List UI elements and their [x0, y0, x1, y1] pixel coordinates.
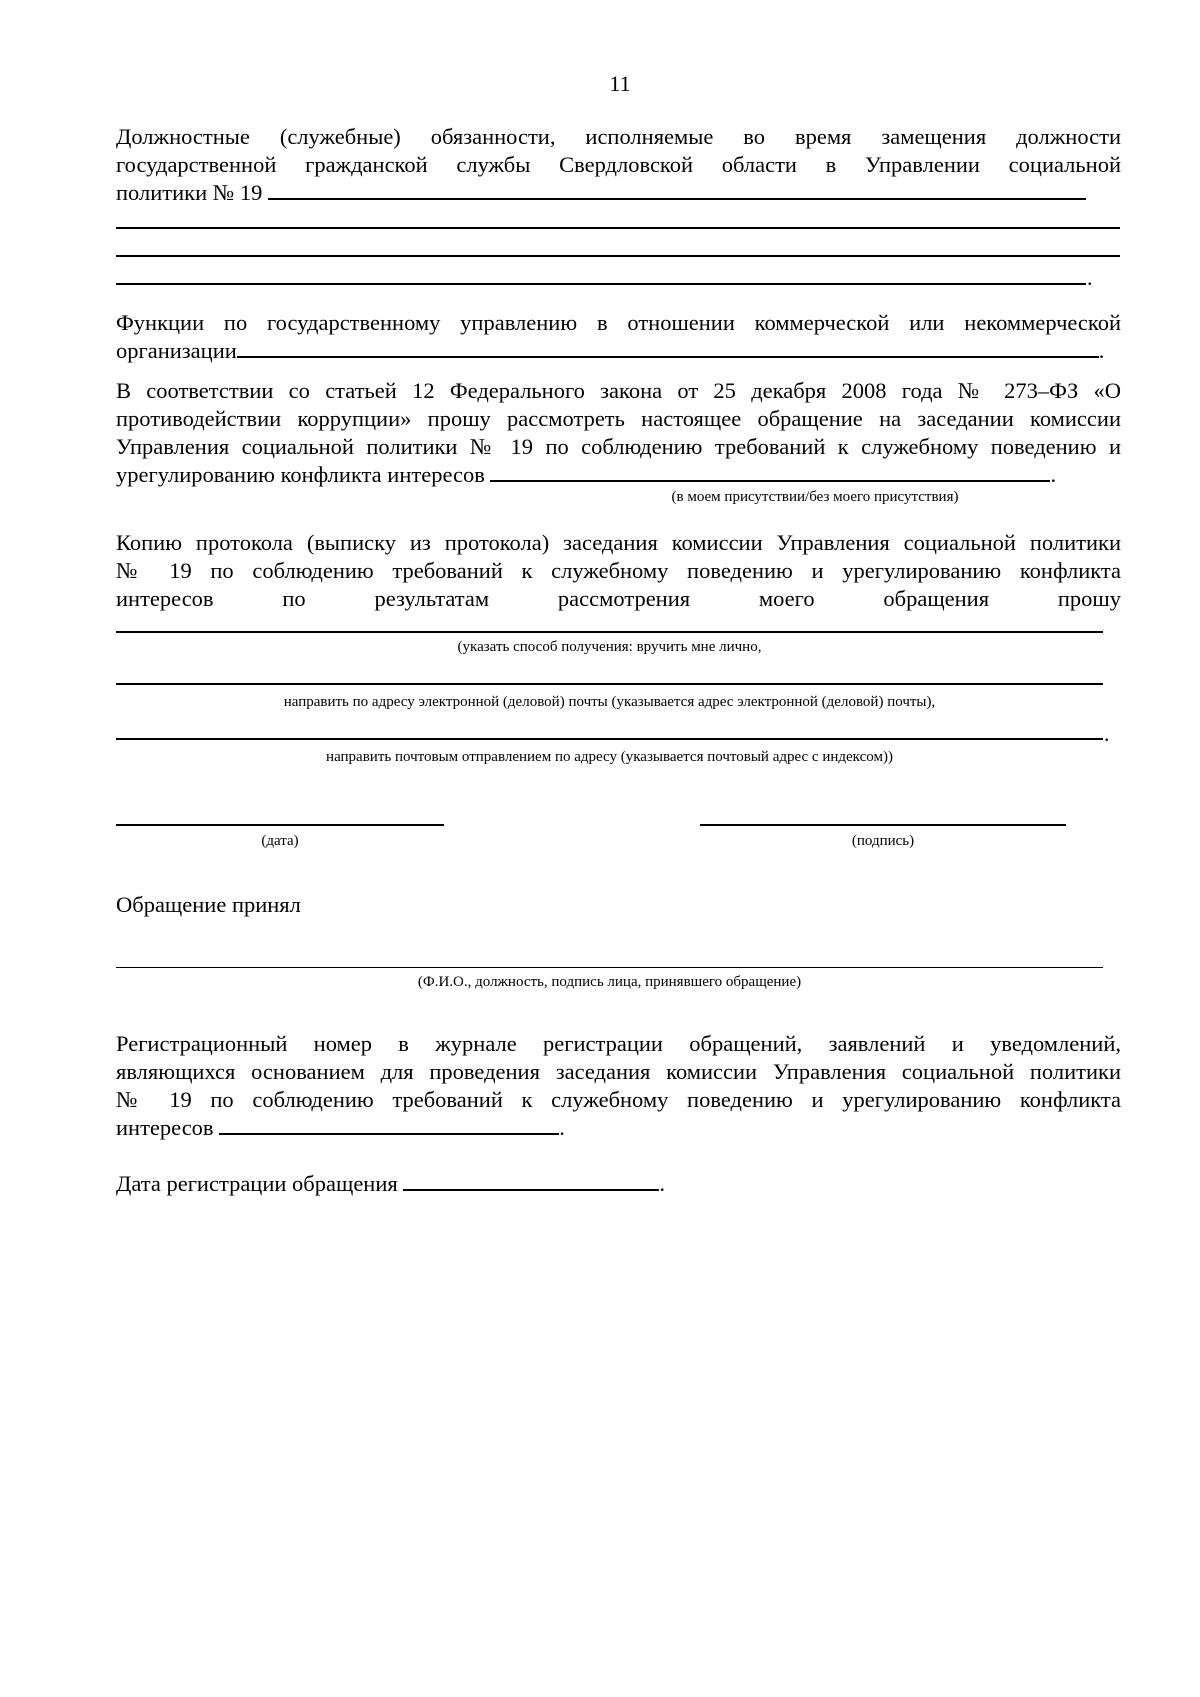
copy-line-3: интересов по результатам рассмотрения моего обращения прошу [116, 586, 1121, 611]
delivery-caption-3: направить почтовым отправлением по адресу (указывается почтовый адрес с индексом)) [326, 749, 893, 765]
registration-date-fill-line[interactable] [403, 1170, 659, 1191]
signature-caption: (подпись) [851, 833, 915, 849]
delivery-caption-2: направить по адресу электронной (деловой) почты (указывается адрес электронной (деловой) почты), [283, 694, 936, 710]
request-line-4: урегулированию конфликта интересов . [116, 462, 1057, 487]
page-number: 11 [609, 71, 631, 96]
duties-line-1: Должностные (служебные) обязанности, исполняемые во время замещения должности [116, 124, 1121, 149]
registration-line-2: являющихся основанием для проведения заседания комиссии Управления социальной политики [116, 1059, 1121, 1084]
duties-line-2: государственной гражданской службы Свердловской области в Управлении социальной [116, 152, 1121, 177]
presence-fill-line[interactable] [490, 461, 1050, 482]
duties-blank-line-1[interactable] [116, 227, 1120, 229]
signature-blank-line[interactable] [700, 824, 1066, 826]
request-line-3: Управления социальной политики № 19 по соблюдению требований к служебному поведению и [116, 434, 1121, 459]
delivery-blank-line-3[interactable] [116, 738, 1103, 740]
date-caption: (дата) [261, 833, 299, 849]
registration-number-fill-line[interactable] [219, 1114, 559, 1135]
functions-line-1: Функции по государственному управлению в отношении коммерческой или некоммерческой [116, 310, 1121, 335]
duties-blank-line-2[interactable] [116, 255, 1120, 257]
copy-line-1: Копию протокола (выписку из протокола) заседания комиссии Управления социальной политики [116, 530, 1121, 555]
period-mark: . [1104, 721, 1110, 746]
accepted-caption: (Ф.И.О., должность, подпись лица, принявшего обращение) [417, 974, 802, 990]
accepted-label: Обращение принял [116, 892, 301, 917]
registration-line-3: № 19 по соблюдению требований к служебному поведению и урегулированию конфликта [116, 1087, 1121, 1112]
functions-line-2: организации . [116, 338, 1105, 363]
copy-line-2: № 19 по соблюдению требований к служебному поведению и урегулированию конфликта [116, 558, 1121, 583]
registration-line-1: Регистрационный номер в журнале регистрации обращений, заявлений и уведомлений, [116, 1031, 1121, 1056]
presence-caption: (в моем присутствии/без моего присутствия) [671, 489, 959, 505]
delivery-caption-1: (указать способ получения: вручить мне лично, [457, 639, 762, 655]
functions-paragraph [116, 309, 1121, 365]
copy-paragraph [116, 529, 1121, 613]
request-paragraph [116, 377, 1121, 489]
period-mark: . [1087, 265, 1093, 290]
request-line-1: В соответствии со статьей 12 Федерального закона от 25 декабря 2008 года № 273–ФЗ «О [116, 378, 1121, 403]
delivery-blank-line-1[interactable] [116, 631, 1103, 633]
duties-fill-line[interactable] [268, 179, 1086, 200]
duties-paragraph [116, 123, 1121, 207]
registration-date-line: Дата регистрации обращения . [116, 1171, 665, 1196]
delivery-blank-line-2[interactable] [116, 683, 1103, 685]
registration-paragraph [116, 1030, 1121, 1142]
request-line-2: противодействии коррупции» прошу рассмотреть настоящее обращение на заседании комиссии [116, 406, 1121, 431]
registration-line-4: интересов . [116, 1115, 565, 1140]
organization-fill-line[interactable] [237, 337, 1099, 358]
duties-line-3: политики № 19 [116, 179, 1121, 207]
accepted-blank-line[interactable] [116, 967, 1103, 968]
duties-blank-line-3[interactable] [116, 283, 1086, 285]
date-blank-line[interactable] [116, 824, 444, 826]
